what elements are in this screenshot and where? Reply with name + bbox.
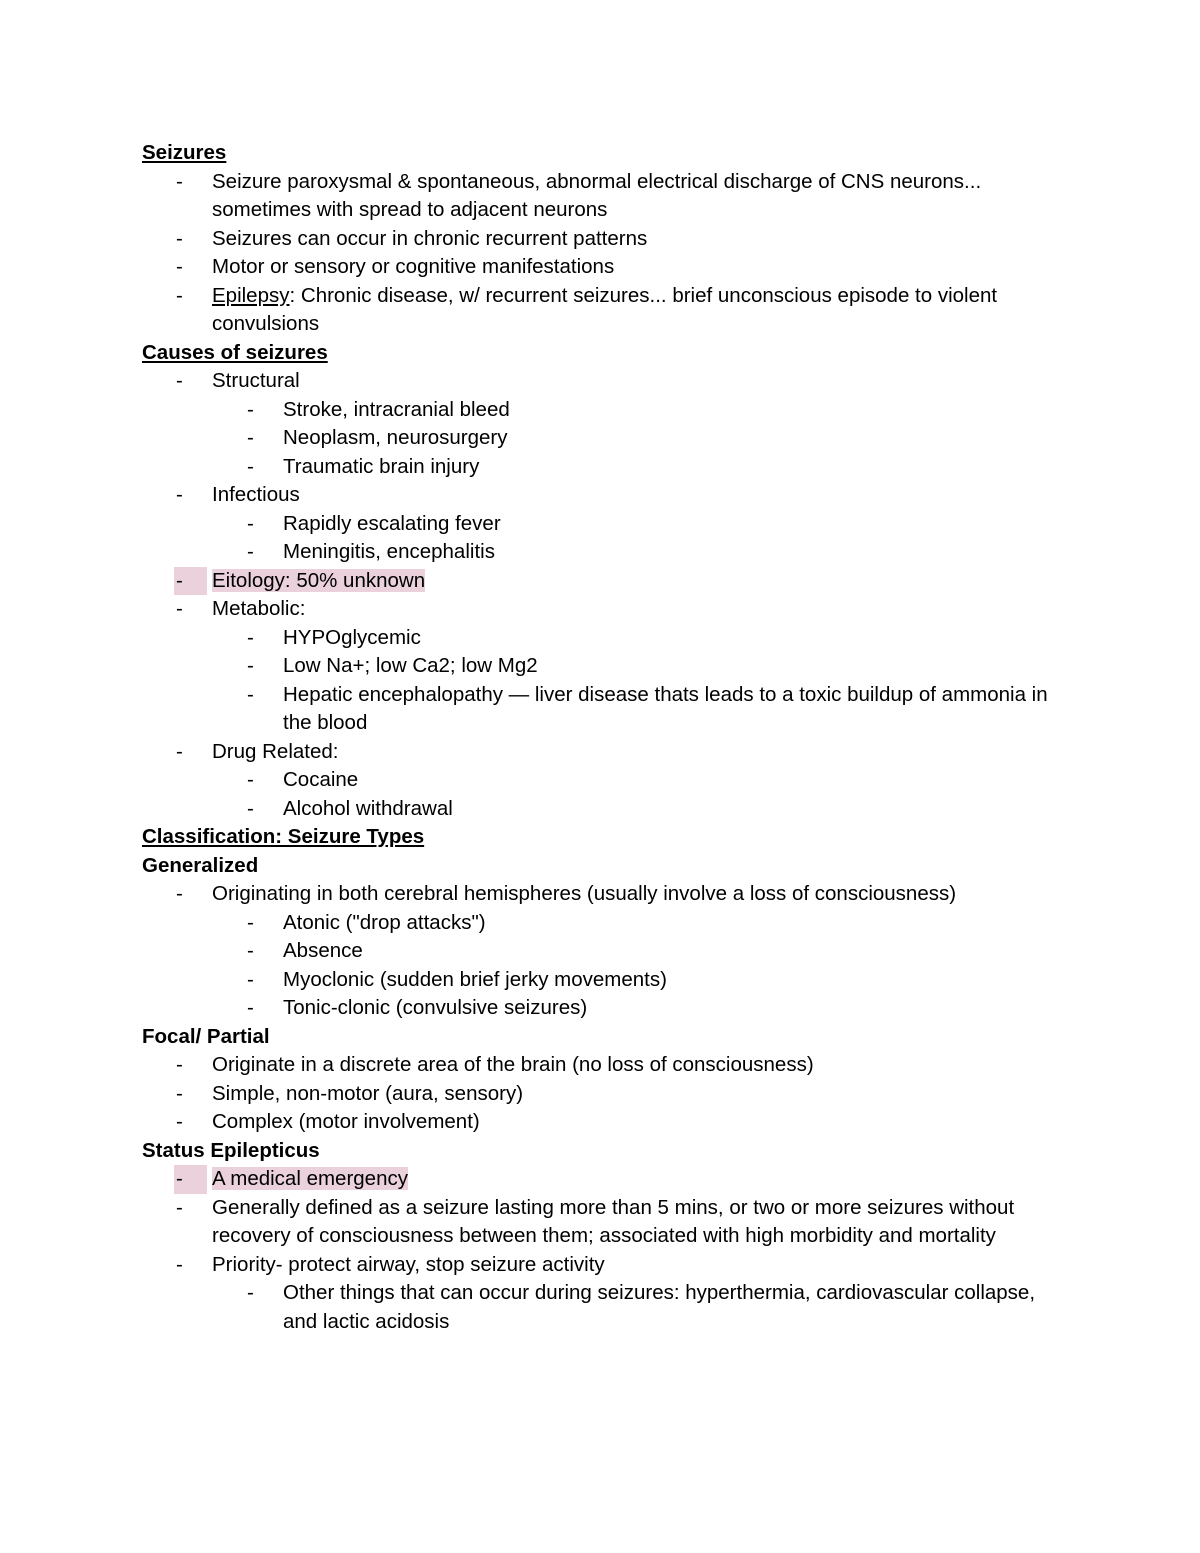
bullet-dash: - <box>247 1281 254 1304</box>
list-item: - Traumatic brain injury <box>142 453 1072 482</box>
focal-list <box>142 1051 1072 1137</box>
structural-sublist <box>142 396 1072 482</box>
list-item: - Meningitis, encephalitis <box>142 538 1072 567</box>
list-item: - Seizure paroxysmal & spontaneous, abnormal electrical discharge of CNS neurons... sometimes with spread to adjacent neurons <box>176 169 982 221</box>
list-item: - Priority- protect airway, stop seizure activity <box>142 1251 1072 1280</box>
bullet-dash: - <box>247 397 254 421</box>
drug-sublist <box>142 766 1072 823</box>
list-item-infectious: - Infectious <box>142 481 1072 510</box>
bullet-dash: - <box>176 283 183 307</box>
list-item: - Atonic ("drop attacks") <box>142 909 1072 938</box>
bullet-dash: - <box>247 939 254 962</box>
list-item: - Generally defined as a seizure lasting more than 5 mins, or two or more seizures without recovery of consciousness between them; associated with high morbidity and mortality <box>176 1195 1015 1247</box>
list-item-epilepsy: - Epilepsy: Chronic disease, w/ recurrent seizures... brief unconscious episode to violent convulsions <box>176 283 998 335</box>
causes-list-more <box>142 567 1072 624</box>
bullet-dash: - <box>247 682 254 706</box>
list-item: - Originating in both cerebral hemispheres (usually involve a loss of consciousness) <box>142 880 1072 909</box>
bullet-dash: - <box>176 1252 183 1276</box>
metabolic-sublist <box>142 624 1072 738</box>
list-item: - Alcohol withdrawal <box>142 795 1072 824</box>
list-item-drug: - Drug Related: <box>142 738 1072 767</box>
heading-generalized: Generalized <box>142 853 259 877</box>
list-item-etiology-highlighted <box>142 567 1072 596</box>
bullet-dash: - <box>247 654 254 677</box>
list-item: - Originate in a discrete area of the brain (no loss of consciousness) <box>142 1051 1072 1080</box>
highlighted-text: A medical emergency <box>212 1167 408 1190</box>
list-item: - Other things that can occur during seizures: hyperthermia, cardiovascular collapse, and lactic acidosis <box>247 1281 1036 1333</box>
status-sublist <box>142 1279 1072 1336</box>
epilepsy-term: Epilepsy <box>212 283 290 307</box>
bullet-dash: - <box>176 1110 183 1133</box>
bullet-dash: - <box>174 1165 207 1194</box>
bullet-dash: - <box>174 567 207 596</box>
causes-list-infectious <box>142 481 1072 510</box>
list-item-structural: - Structural <box>142 367 1072 396</box>
list-item: - Myoclonic (sudden brief jerky movements) <box>142 966 1072 995</box>
bullet-dash: - <box>247 796 254 820</box>
list-item-emergency-highlighted <box>142 1165 1072 1194</box>
list-item: - Absence <box>142 937 1072 966</box>
bullet-dash: - <box>176 739 183 763</box>
causes-list-drug <box>142 738 1072 767</box>
bullet-dash: - <box>247 511 254 535</box>
heading-causes: Causes of seizures <box>142 340 328 364</box>
bullet-dash: - <box>176 483 183 506</box>
bullet-dash: - <box>176 1081 183 1105</box>
list-item: - Rapidly escalating fever <box>142 510 1072 539</box>
status-list <box>142 1165 1072 1279</box>
list-item-metabolic: - Metabolic: <box>142 595 1072 624</box>
heading-focal: Focal/ Partial <box>142 1024 270 1048</box>
bullet-dash: - <box>176 882 183 905</box>
infectious-sublist <box>142 510 1072 567</box>
list-item: - Seizures can occur in chronic recurrent patterns <box>142 225 1072 254</box>
bullet-dash: - <box>176 597 183 620</box>
causes-list <box>142 367 1072 396</box>
seizures-list <box>142 168 1072 339</box>
bullet-dash: - <box>247 996 254 1019</box>
bullet-dash: - <box>247 967 254 991</box>
bullet-dash: - <box>247 625 254 649</box>
list-item: - Simple, non-motor (aura, sensory) <box>142 1080 1072 1109</box>
list-item: - Cocaine <box>142 766 1072 795</box>
heading-classification: Classification: Seizure Types <box>142 825 425 848</box>
bullet-dash: - <box>247 454 254 478</box>
bullet-dash: - <box>247 426 254 449</box>
list-item: - Complex (motor involvement) <box>142 1108 1072 1137</box>
list-item: - Motor or sensory or cognitive manifestations <box>142 253 1072 282</box>
generalized-sublist <box>142 909 1072 1023</box>
bullet-dash: - <box>247 540 254 563</box>
document-content <box>142 139 1072 1336</box>
bullet-dash: - <box>247 910 254 934</box>
generalized-list <box>142 880 1072 909</box>
list-item: - Hepatic encephalopathy — liver disease thats leads to a toxic buildup of ammonia in the blood <box>247 682 1048 734</box>
bullet-dash: - <box>176 255 183 278</box>
list-item: - Stroke, intracranial bleed <box>142 396 1072 425</box>
list-item: - HYPOglycemic <box>142 624 1072 653</box>
heading-seizures: Seizures <box>142 141 227 164</box>
list-item: - Low Na+; low Ca2; low Mg2 <box>142 652 1072 681</box>
bullet-dash: - <box>176 1195 183 1219</box>
bullet-dash: - <box>176 226 183 250</box>
bullet-dash: - <box>176 1053 183 1076</box>
bullet-dash: - <box>247 768 254 791</box>
bullet-dash: - <box>176 169 183 193</box>
highlighted-text: Eitology: 50% unknown <box>212 568 426 592</box>
heading-status-epilepticus: Status Epilepticus <box>142 1138 320 1162</box>
list-item: - Tonic-clonic (convulsive seizures) <box>142 994 1072 1023</box>
bullet-dash: - <box>176 369 183 392</box>
list-item: - Neoplasm, neurosurgery <box>142 424 1072 453</box>
